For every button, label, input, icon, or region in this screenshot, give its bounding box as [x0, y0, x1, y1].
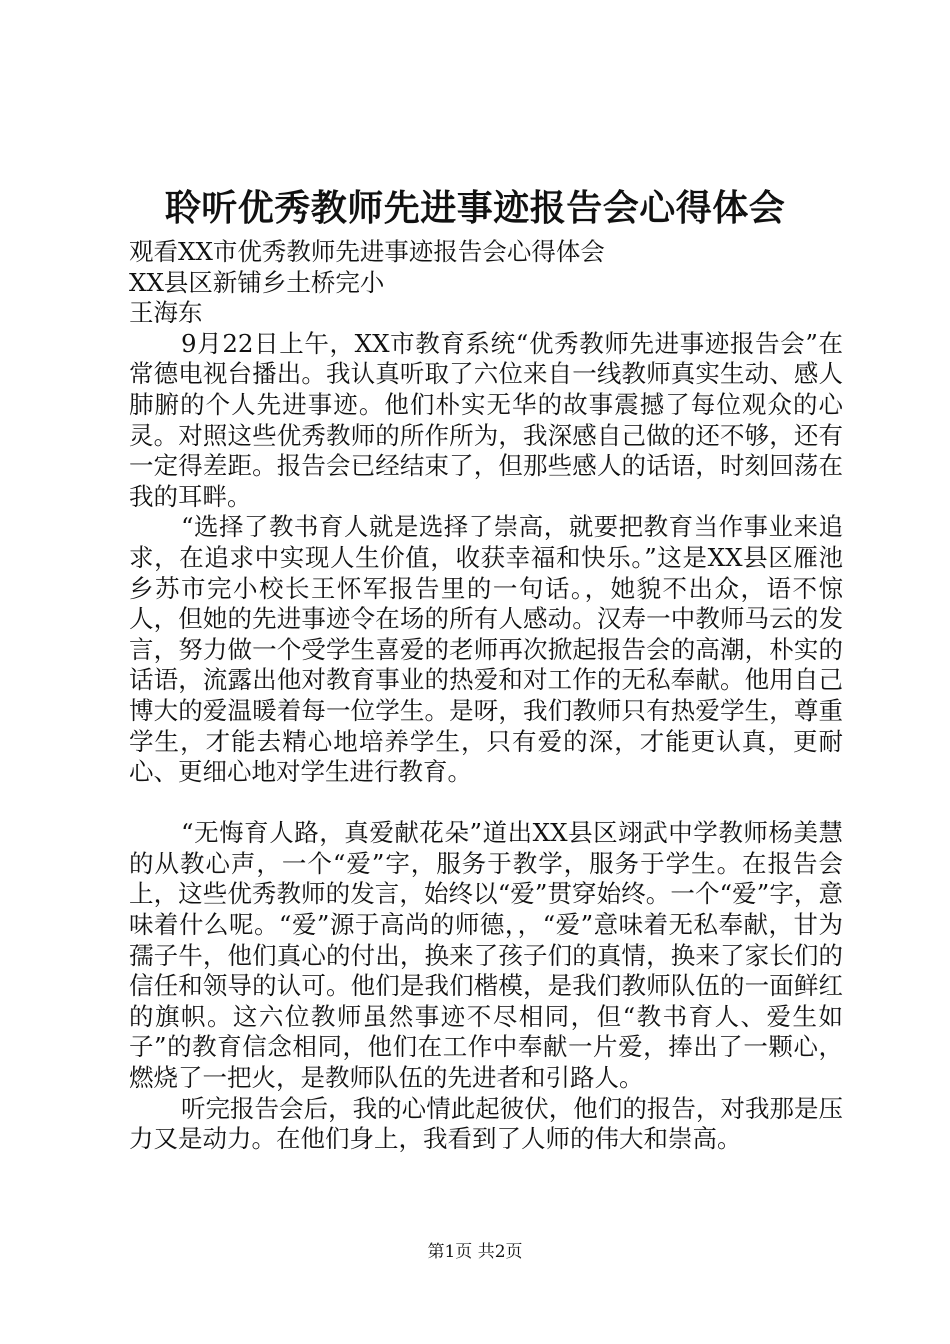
document-author: 王海东 [129, 298, 203, 328]
paragraph-3: “无悔育人路，真爱献花朵”道出XX县区翊武中学教师杨美慧的从教心声，一个“爱”字，服务于教学，服务于学生。在报告会上，这些优秀教师的发言，始终以“爱”贯穿始终。一个“爱”字，意味着什么呢。“爱”源于高尚的师德，，“爱”意味着无私奉献，甘为孺子牛，他们真心的付出，换来了孩子们的真情，换来了家长们的信任和领导的认可。他们是我们楷模，是我们教师队伍的一面鲜红的旗帜。这六位教师虽然事迹不尽相同，但“教书育人、爱生如子”的教育信念相同，他们在工作中奉献一片爱，捧出了一颗心，燃烧了一把火，是教师队伍的先进者和引路人。 [129, 818, 843, 1093]
paragraph-gap [129, 788, 843, 819]
document-title: 聆听优秀教师先进事迹报告会心得体会 [164, 187, 786, 229]
page-footer: 第1页 共2页 [427, 1242, 523, 1262]
paragraph-4: 听完报告会后，我的心情此起彼伏，他们的报告，对我那是压力又是动力。在他们身上，我看到了人师的伟大和崇高。 [129, 1093, 843, 1154]
document-subtitle: 观看XX市优秀教师先进事迹报告会心得体会 [129, 237, 605, 266]
document-body [129, 237, 843, 1155]
paragraph-1: 9月22日上午，XX市教育系统“优秀教师先进事迹报告会”在常德电视台播出。我认真听取了六位来自一线教师真实生动、感人肺腑的个人先进事迹。他们朴实无华的故事震撼了每位观众的心灵。对照这些优秀教师的所作所为，我深感自己做的还不够，还有一定得差距。报告会已经结束了，但那些感人的话语，时刻回荡在我的耳畔。 [129, 328, 843, 511]
paragraph-2: “选择了教书育人就是选择了崇高，就要把教育当作事业来追求，在追求中实现人生价值，收获幸福和快乐。”这是XX县区雁池乡苏市完小校长王怀军报告里的一句话。，她貌不出众，语不惊人，但她的先进事迹令在场的所有人感动。汉寿一中教师马云的发言，努力做一个受学生喜爱的老师再次掀起报告会的高潮，朴实的话语，流露出他对教育事业的热爱和对工作的无私奉献。他用自己博大的爱温暖着每一位学生。是呀，我们教师只有热爱学生，尊重学生，才能去精心地培养学生，只有爱的深，才能更认真，更耐心、更细心地对学生进行教育。 [129, 512, 843, 787]
document-school: XX县区新铺乡土桥完小 [129, 267, 385, 297]
